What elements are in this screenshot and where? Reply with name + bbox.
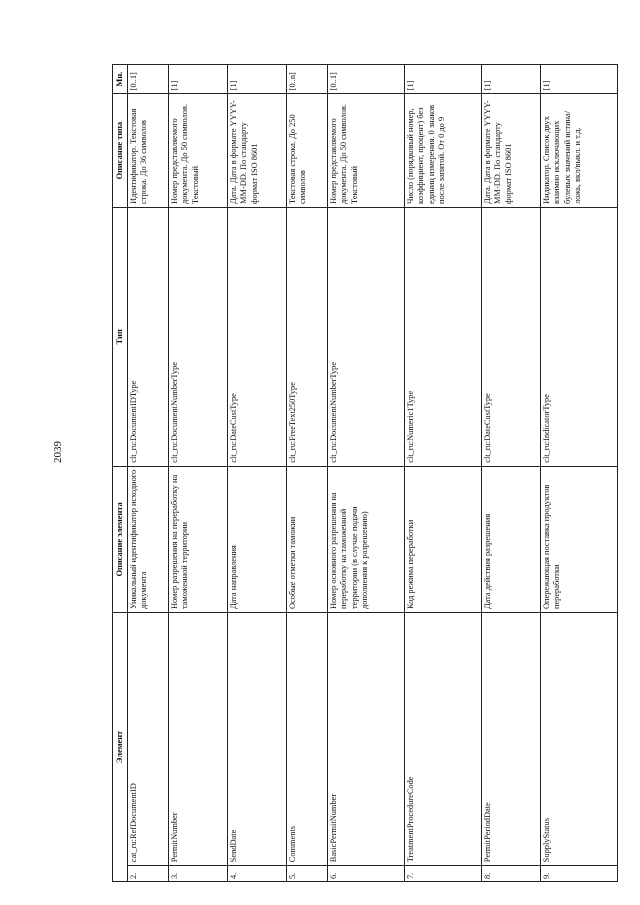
element-type: clt_ru:DocumentIDType bbox=[128, 207, 169, 466]
page-number: 2039 bbox=[52, 441, 64, 463]
type-description: Число (порядковый номер, коэффициент, процент) без единиц измерения. 0 знаков после запятой. От 0 до 9 bbox=[405, 94, 482, 208]
element-description: Номер основного разрешения на переработку на таможенной территории (в случае подачи дополнения к разрешению) bbox=[328, 466, 405, 612]
rotated-table-container bbox=[112, 64, 618, 882]
type-description: Индикатор. Список двух взаимно исключающих булевых значений истина/ложь, вкл/выкл. и т.д. bbox=[541, 94, 618, 208]
multiplicity: [1] bbox=[228, 65, 287, 94]
row-number: 4. bbox=[228, 866, 287, 882]
header-type: Тип bbox=[113, 207, 128, 466]
row-number: 5. bbox=[287, 866, 328, 882]
element-type: clt_ru:IndicatorType bbox=[541, 207, 618, 466]
element-description: Дата направления bbox=[228, 466, 287, 612]
table-row bbox=[169, 65, 228, 882]
element-type: clt_ru:DocumentNumberType bbox=[169, 207, 228, 466]
element-type: clt_ru:DocumentNumberType bbox=[328, 207, 405, 466]
element-name: Comments bbox=[287, 613, 328, 866]
type-description: Текстовая строка. До 250 символов bbox=[287, 94, 328, 208]
header-element-description: Описание элемента bbox=[113, 466, 128, 612]
multiplicity: [1] bbox=[541, 65, 618, 94]
table-row bbox=[328, 65, 405, 882]
element-type: clt_ru:DateCustType bbox=[228, 207, 287, 466]
table-row bbox=[405, 65, 482, 882]
multiplicity: [0..1] bbox=[128, 65, 169, 94]
element-name: TreatmentProcedureCode bbox=[405, 613, 482, 866]
table-row bbox=[128, 65, 169, 882]
row-number: 3. bbox=[169, 866, 228, 882]
row-number: 7. bbox=[405, 866, 482, 882]
element-description: Опережающая поставка продуктов переработки bbox=[541, 466, 618, 612]
row-number: 2. bbox=[128, 866, 169, 882]
row-number: 6. bbox=[328, 866, 405, 882]
type-description: Номер представляемого документа. До 50 символов. Текстовый bbox=[328, 94, 405, 208]
multiplicity: [1] bbox=[482, 65, 541, 94]
element-description: Код режима переработки bbox=[405, 466, 482, 612]
element-description: Дата действия разрешения bbox=[482, 466, 541, 612]
header-element: Элемент bbox=[113, 613, 128, 882]
table-header-row bbox=[113, 65, 128, 882]
element-type: clt_ru:DateCustType bbox=[482, 207, 541, 466]
element-description: Особые отметки таможни bbox=[287, 466, 328, 612]
multiplicity: [1] bbox=[405, 65, 482, 94]
element-type: clt_ru:Numeric1Type bbox=[405, 207, 482, 466]
element-name: SupplyStatus bbox=[541, 613, 618, 866]
multiplicity: [0..n] bbox=[287, 65, 328, 94]
multiplicity: [0..1] bbox=[328, 65, 405, 94]
element-description: Уникальный идентификатор исходного документа bbox=[128, 466, 169, 612]
multiplicity: [1] bbox=[169, 65, 228, 94]
type-description: Идентификатор. Текстовая строка. До 36 символов bbox=[128, 94, 169, 208]
element-type: clt_ru:FreeText250Type bbox=[287, 207, 328, 466]
table-row bbox=[287, 65, 328, 882]
elements-table bbox=[112, 64, 618, 882]
header-mn: Мн. bbox=[113, 65, 128, 94]
type-description: Номер представляемого документа. До 50 символов. Текстовый bbox=[169, 94, 228, 208]
element-description: Номер разрешения на переработку на таможенной территории bbox=[169, 466, 228, 612]
element-name: cat_ru:RefDocumentID bbox=[128, 613, 169, 866]
type-description: Дата. Дата в формате YYYY-MM-DD. По стандарту формат ISO 8601 bbox=[482, 94, 541, 208]
row-number: 8. bbox=[482, 866, 541, 882]
element-name: BasicPermitNumber bbox=[328, 613, 405, 866]
header-type-description: Описание типа bbox=[113, 94, 128, 208]
table-row bbox=[482, 65, 541, 882]
element-name: PermitNumber bbox=[169, 613, 228, 866]
table-row bbox=[541, 65, 618, 882]
table-row bbox=[228, 65, 287, 882]
element-name: PermitPeriodDate bbox=[482, 613, 541, 866]
row-number: 9. bbox=[541, 866, 618, 882]
type-description: Дата. Дата в формате YYYY-MM-DD. По стандарту формат ISO 8601 bbox=[228, 94, 287, 208]
element-name: SendDate bbox=[228, 613, 287, 866]
